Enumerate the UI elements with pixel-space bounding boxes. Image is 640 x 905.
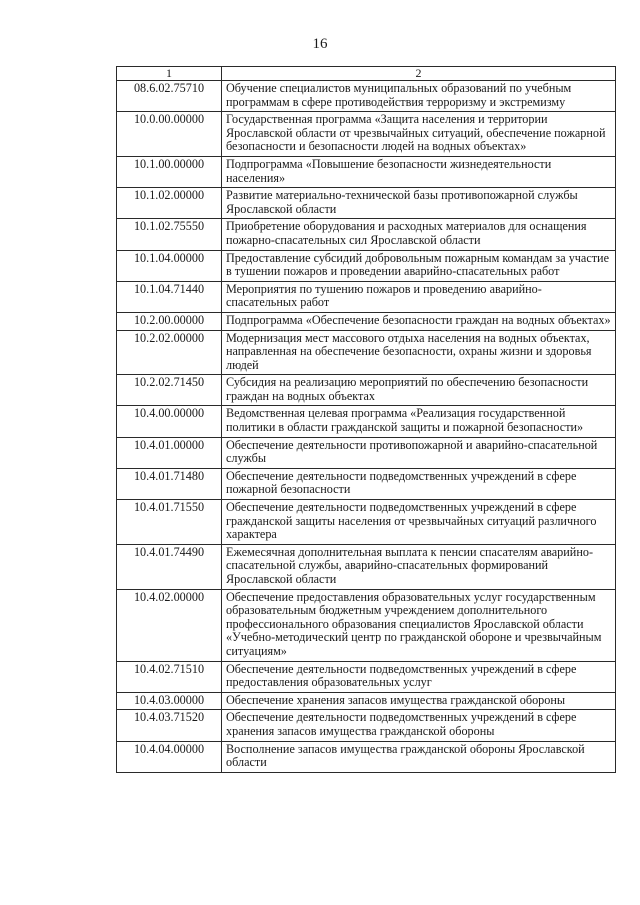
table-row [117, 741, 616, 772]
row-name-cell: Обеспечение деятельности противопожарной и аварийно-спасательной службы [222, 437, 616, 468]
row-name-cell: Предоставление субсидий добровольным пожарным командам за участие в тушении пожаров и проведении аварийно-спасательных работ [222, 250, 616, 281]
row-name-cell: Модернизация мест массового отдыха населения на водных объектах, направленная на обеспечение безопасности, охраны жизни и здоровья людей [222, 330, 616, 375]
row-name-cell: Приобретение оборудования и расходных материалов для оснащения пожарно-спасательных сил Ярославской области [222, 219, 616, 250]
table-row [117, 437, 616, 468]
row-code-cell: 10.2.02.71450 [117, 375, 222, 406]
table-header-row [117, 67, 616, 81]
table-row [117, 661, 616, 692]
row-code-cell: 10.4.01.00000 [117, 437, 222, 468]
row-code-cell: 10.1.00.00000 [117, 156, 222, 187]
row-name-cell: Ежемесячная дополнительная выплата к пенсии спасателям аварийно-спасательной службы, аварийно-спасательных формирований Ярославской области [222, 544, 616, 589]
row-name-cell: Обеспечение деятельности подведомственных учреждений в сфере пожарной безопасности [222, 468, 616, 499]
table-row [117, 500, 616, 545]
row-code-cell: 10.4.02.00000 [117, 589, 222, 661]
table-row [117, 112, 616, 157]
page-number: 16 [312, 36, 328, 52]
table-row [117, 250, 616, 281]
row-code-cell: 10.2.00.00000 [117, 312, 222, 330]
row-code-cell: 10.4.03.00000 [117, 692, 222, 710]
row-name-cell: Обеспечение хранения запасов имущества гражданской обороны [222, 692, 616, 710]
row-code-cell: 10.0.00.00000 [117, 112, 222, 157]
budget-classification-table [116, 66, 616, 773]
table-row [117, 692, 616, 710]
table-row [117, 81, 616, 112]
row-name-cell: Обеспечение деятельности подведомственных учреждений в сфере гражданской защиты населения от чрезвычайных ситуаций различного характера [222, 500, 616, 545]
row-code-cell: 10.4.01.74490 [117, 544, 222, 589]
table-row [117, 406, 616, 437]
table-row [117, 544, 616, 589]
row-name-cell: Государственная программа «Защита населения и территории Ярославской области от чрезвычайных ситуаций, обеспечение пожарной безопасности и безопасности людей на водных объектах» [222, 112, 616, 157]
row-name-cell: Обеспечение деятельности подведомственных учреждений в сфере предоставления образовательных услуг [222, 661, 616, 692]
table-row [117, 281, 616, 312]
row-code-cell: 10.4.01.71480 [117, 468, 222, 499]
row-code-cell: 10.2.02.00000 [117, 330, 222, 375]
table-row [117, 589, 616, 661]
row-name-cell: Восполнение запасов имущества гражданской обороны Ярославской области [222, 741, 616, 772]
row-name-cell: Обеспечение деятельности подведомственных учреждений в сфере хранения запасов имущества гражданской обороны [222, 710, 616, 741]
row-name-cell: Ведомственная целевая программа «Реализация государственной политики в области гражданской защиты и пожарной безопасности» [222, 406, 616, 437]
column-header-1: 1 [117, 67, 222, 81]
row-code-cell: 10.4.01.71550 [117, 500, 222, 545]
table-row [117, 330, 616, 375]
table-row [117, 468, 616, 499]
row-name-cell: Обучение специалистов муниципальных образований по учебным программам в сфере противодействия терроризму и экстремизму [222, 81, 616, 112]
row-code-cell: 10.1.02.75550 [117, 219, 222, 250]
row-code-cell: 10.1.04.71440 [117, 281, 222, 312]
row-name-cell: Подпрограмма «Повышение безопасности жизнедеятельности населения» [222, 156, 616, 187]
row-name-cell: Развитие материально-технической базы противопожарной службы Ярославской области [222, 188, 616, 219]
row-name-cell: Обеспечение предоставления образовательных услуг государственным образовательным бюджетным учреждением дополнительного профессионального образования специалистов Ярославской области «Учебно-методический центр по гражданской обороне и чрезвычайным ситуациям» [222, 589, 616, 661]
row-name-cell: Подпрограмма «Обеспечение безопасности граждан на водных объектах» [222, 312, 616, 330]
row-name-cell: Субсидия на реализацию мероприятий по обеспечению безопасности граждан на водных объектах [222, 375, 616, 406]
row-name-cell: Мероприятия по тушению пожаров и проведению аварийно-спасательных работ [222, 281, 616, 312]
row-code-cell: 10.4.03.71520 [117, 710, 222, 741]
row-code-cell: 10.1.04.00000 [117, 250, 222, 281]
table-row [117, 710, 616, 741]
table-row [117, 156, 616, 187]
row-code-cell: 10.4.02.71510 [117, 661, 222, 692]
table-row [117, 219, 616, 250]
column-header-2: 2 [222, 67, 616, 81]
table-row [117, 375, 616, 406]
row-code-cell: 08.6.02.75710 [117, 81, 222, 112]
row-code-cell: 10.4.00.00000 [117, 406, 222, 437]
row-code-cell: 10.1.02.00000 [117, 188, 222, 219]
table-row [117, 188, 616, 219]
row-code-cell: 10.4.04.00000 [117, 741, 222, 772]
table-row [117, 312, 616, 330]
